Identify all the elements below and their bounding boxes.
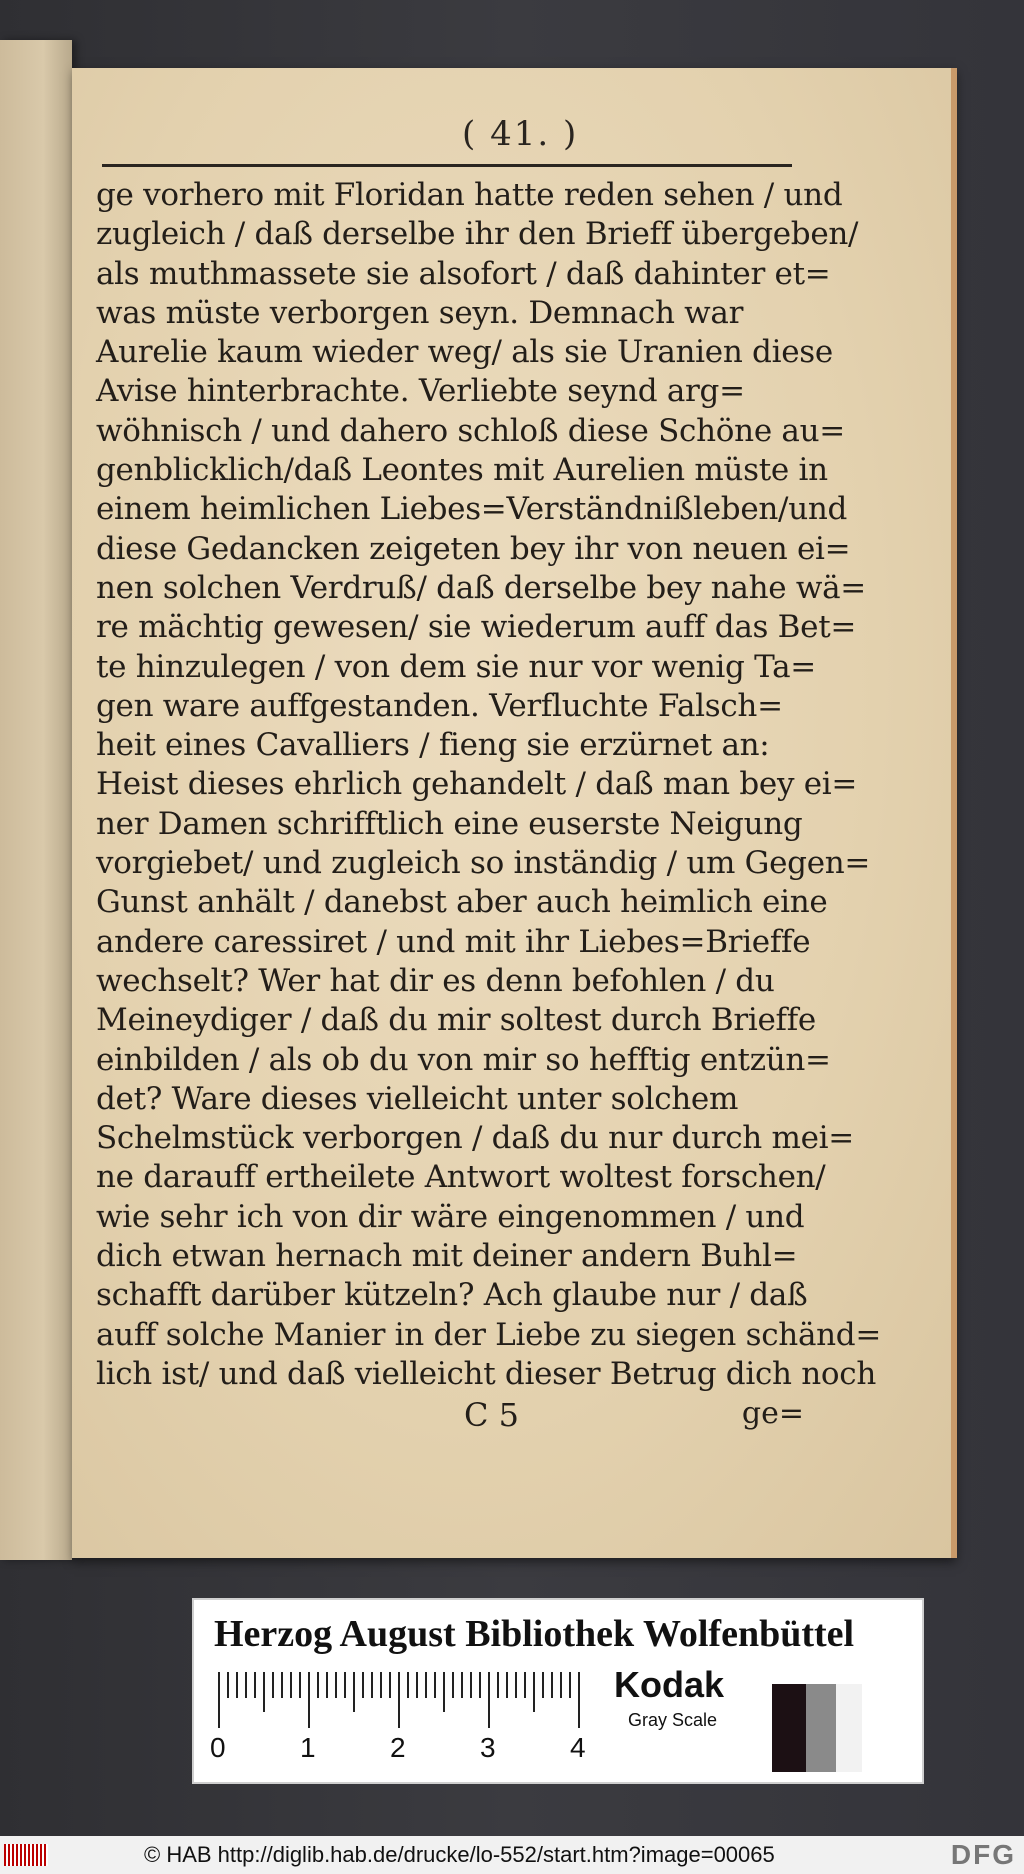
page-foot xyxy=(96,1396,804,1436)
ruler-tick xyxy=(569,1672,571,1698)
ruler-tick xyxy=(560,1672,562,1698)
footer-bar xyxy=(0,1836,1024,1874)
signature-mark: C 5 xyxy=(464,1396,520,1434)
text-line: ner Damen schrifftlich eine euserste Neigung xyxy=(96,805,803,842)
ruler-tick xyxy=(542,1672,544,1698)
gray-swatch xyxy=(836,1684,862,1772)
ruler-tick xyxy=(353,1672,355,1712)
text-line: einem heimlichen Liebes=Verständnißleben/und xyxy=(96,491,848,528)
gray-swatch xyxy=(806,1684,836,1772)
ruler-tick xyxy=(299,1672,301,1698)
text-line: ne darauff ertheilete Antwort woltest forschen/ xyxy=(96,1159,826,1196)
gray-scale-label: Gray Scale xyxy=(628,1710,718,1730)
ruler-tick xyxy=(227,1672,229,1698)
text-line: Meineydiger / daß du mir soltest durch Brieffe xyxy=(96,1002,816,1039)
text-line: wechselt? Wer hat dir es denn befohlen / du xyxy=(96,962,775,999)
text-line: wöhnisch / und dahero schloß diese Schöne au= xyxy=(96,412,845,449)
scale-ruler xyxy=(218,1672,578,1728)
ruler-tick xyxy=(326,1672,328,1698)
ruler-tick xyxy=(443,1672,445,1712)
text-line: als muthmassete sie alsofort / daß dahinter et= xyxy=(96,255,831,292)
ruler-tick xyxy=(434,1672,436,1698)
ruler-tick xyxy=(371,1672,373,1698)
text-line: Schelmstück verborgen / daß du nur durch mei= xyxy=(96,1120,854,1157)
ruler-tick xyxy=(308,1672,310,1728)
ruler-tick xyxy=(425,1672,427,1698)
page-edge xyxy=(951,68,957,1558)
ruler-tick xyxy=(389,1672,391,1698)
text-line: andere caressiret / und mit ihr Liebes=Brieffe xyxy=(96,923,811,960)
text-line: ge vorhero mit Floridan hatte reden sehen / und xyxy=(96,177,843,213)
ruler-tick xyxy=(461,1672,463,1698)
catchword: ge= xyxy=(741,1396,804,1431)
text-line: was müste verborgen seyn. Demnach war xyxy=(96,294,744,331)
ruler-tick xyxy=(281,1672,283,1698)
footer-credit[interactable]: © HAB http://diglib.hab.de/drucke/lo-552/start.htm?image=00065 xyxy=(144,1842,775,1867)
library-name: Herzog August Bibliothek Wolfenbüttel xyxy=(214,1613,855,1655)
text-line: lich ist/ und daß vielleicht dieser Betrug dich noch xyxy=(96,1355,877,1392)
ruler-label: 4 xyxy=(570,1732,586,1763)
ruler-tick xyxy=(524,1672,526,1698)
text-line: gen ware auffgestanden. Verfluchte Falsch= xyxy=(96,687,783,724)
text-line: re mächtig gewesen/ sie wiederum auff das Bet= xyxy=(96,609,857,646)
page-number: ( 41. ) xyxy=(462,114,579,154)
text-line: Gunst anhält / danebst aber auch heimlich eine xyxy=(96,884,828,921)
ruler-tick xyxy=(272,1672,274,1698)
text-line: schafft darüber kützeln? Ach glaube nur / daß xyxy=(96,1277,808,1314)
ruler-tick xyxy=(452,1672,454,1698)
ruler-tick xyxy=(290,1672,292,1698)
ruler-tick xyxy=(380,1672,382,1698)
text-line: einbilden / als ob du von mir so hefftig entzün= xyxy=(96,1041,831,1078)
ruler-label: 3 xyxy=(480,1732,496,1763)
ruler-label: 2 xyxy=(390,1732,406,1763)
ruler-tick xyxy=(497,1672,499,1698)
ruler-tick xyxy=(362,1672,364,1698)
ruler-tick xyxy=(317,1672,319,1698)
header-rule xyxy=(102,164,792,167)
ruler-tick xyxy=(416,1672,418,1698)
color-target-card xyxy=(192,1598,924,1784)
text-line: wie sehr ich von dir wäre eingenommen / und xyxy=(96,1198,805,1235)
ruler-tick xyxy=(398,1672,400,1728)
text-line: genblicklich/daß Leontes mit Aurelien müste in xyxy=(96,452,828,489)
ruler-label: 1 xyxy=(300,1732,316,1763)
text-line: det? Ware dieses vielleicht unter solchem xyxy=(96,1080,739,1117)
ruler-tick xyxy=(515,1672,517,1698)
body-text xyxy=(96,176,882,1394)
book-page xyxy=(72,68,954,1558)
text-line: vorgiebet/ und zugleich so inständig / um Gegen= xyxy=(96,845,871,882)
ruler-tick xyxy=(254,1672,256,1698)
text-line: Aurelie kaum wieder weg/ als sie Uranien diese xyxy=(96,334,833,371)
ruler-tick xyxy=(245,1672,247,1698)
text-line: Heist dieses ehrlich gehandelt / daß man bey ei= xyxy=(96,766,858,803)
text-line: nen solchen Verdruß/ daß derselbe bey nahe wä= xyxy=(96,569,866,606)
text-line: dich etwan hernach mit deiner andern Buhl= xyxy=(96,1238,798,1275)
kodak-logo: Kodak xyxy=(614,1664,725,1705)
ruler-tick xyxy=(263,1672,265,1712)
previous-page-edge xyxy=(0,40,72,1560)
ruler-tick xyxy=(506,1672,508,1698)
hab-barcode-icon xyxy=(4,1844,48,1866)
ruler-tick xyxy=(344,1672,346,1698)
text-line: te hinzulegen / von dem sie nur vor wenig Ta= xyxy=(96,648,816,685)
ruler-tick xyxy=(470,1672,472,1698)
dfg-logo: DFG xyxy=(950,1839,1016,1870)
ruler-tick xyxy=(479,1672,481,1698)
ruler-tick xyxy=(488,1672,490,1728)
ruler-tick xyxy=(335,1672,337,1698)
ruler-tick xyxy=(236,1672,238,1698)
ruler-tick xyxy=(551,1672,553,1698)
gray-swatch xyxy=(772,1684,806,1772)
text-line: zugleich / daß derselbe ihr den Brieff übergeben/ xyxy=(96,216,859,253)
text-line: heit eines Cavalliers / fieng sie erzürnet an: xyxy=(96,727,770,764)
ruler-tick xyxy=(407,1672,409,1698)
ruler-tick xyxy=(533,1672,535,1712)
ruler-label: 0 xyxy=(210,1732,226,1763)
text-line: diese Gedancken zeigeten bey ihr von neuen ei= xyxy=(96,530,851,567)
text-line: Avise hinterbrachte. Verliebte seynd arg= xyxy=(96,373,745,410)
text-line: auff solche Manier in der Liebe zu siegen schänd= xyxy=(96,1316,882,1353)
ruler-tick xyxy=(218,1672,220,1728)
ruler-tick xyxy=(578,1672,580,1728)
gray-swatches xyxy=(772,1684,862,1772)
